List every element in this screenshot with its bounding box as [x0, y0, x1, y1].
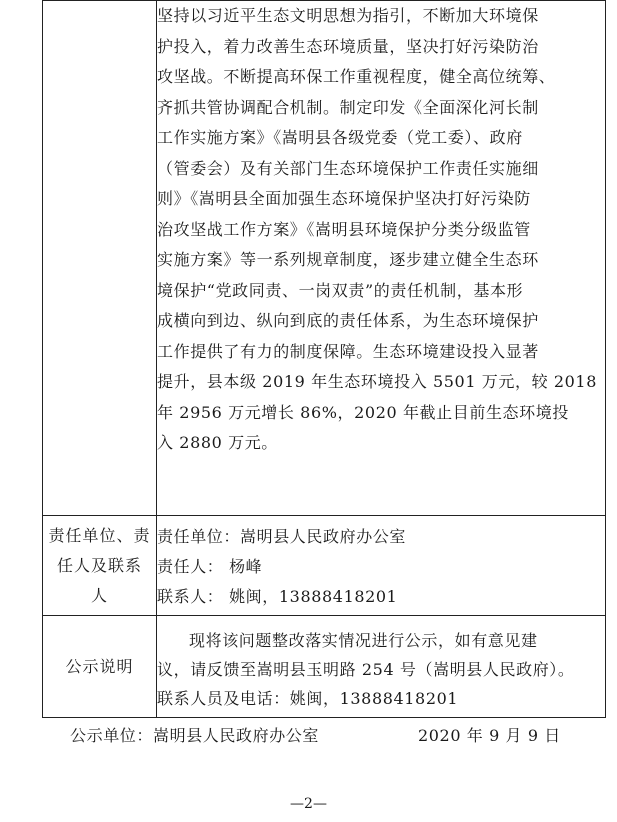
measures-line: 坚持以习近平生态文明思想为指引，不断加大环境保: [157, 6, 539, 25]
notice-row: [43, 616, 606, 718]
notice-label: 公示说明: [43, 616, 157, 718]
measures-line: 境保护“党政同责、一岗双责”的责任机制，基本形: [157, 280, 524, 300]
measures-line: （管委会）及有关部门生态环境保护工作责任实施细: [157, 158, 539, 178]
rectification-table: [42, 0, 606, 718]
responsible-unit: 责任单位：嵩明县人民政府办公室: [157, 527, 407, 546]
responsibility-content: [157, 516, 606, 616]
measures-line: 成横向到边、纵向到底的责任体系，为生态环境保护: [157, 311, 539, 330]
measures-label-cell: [43, 1, 157, 516]
measures-content: [157, 1, 606, 516]
measures-line: 齐抓共管协调配合机制。制定印发《全面深化河长制: [157, 97, 539, 117]
measures-line: 则》《嵩明县全面加强生态环境保护坚决打好污染防: [157, 189, 531, 208]
responsibility-row: [43, 516, 606, 616]
responsibility-label-line: 任人及联系: [56, 555, 142, 575]
notice-line: 现将该问题整改落实情况进行公示，如有意见建: [189, 631, 538, 650]
notice-content: [157, 616, 606, 718]
measures-line: 实施方案》等一系列规章制度，逐步建立健全生态环: [157, 250, 539, 269]
measures-row: [43, 1, 606, 516]
responsibility-label-line: 责任单位、责: [48, 525, 151, 545]
responsible-person: 责任人： 杨峰: [157, 557, 263, 576]
measures-line: 攻坚战。不断提高环保工作重视程度，健全高位统筹、: [157, 67, 556, 86]
measures-line: 年 2956 万元增长 86%，2020 年截止目前生态环境投: [157, 402, 569, 422]
notice-line: 议，请反馈至嵩明县玉明路 254 号（嵩明县人民政府）。: [157, 660, 575, 679]
measures-line: 护投入，着力改善生态环境质量，坚决打好污染防治: [157, 36, 539, 56]
page-number: —2—: [290, 796, 327, 812]
measures-line: 入 2880 万元。: [157, 433, 278, 452]
responsibility-label: [43, 516, 157, 616]
measures-line: 治攻坚战工作方案》《嵩明县环境保护分类分级监管: [157, 219, 531, 239]
measures-line: 工作实施方案》《嵩明县各级党委（党工委）、政府: [157, 128, 523, 147]
responsibility-label-line: 人: [90, 585, 108, 605]
publishing-unit: 公示单位：嵩明县人民政府办公室: [70, 726, 320, 745]
measures-line: 提升，县本级 2019 年生态环境投入 5501 万元，较 2018: [157, 372, 597, 391]
contact-person: 联系人： 姚闽，13888418201: [157, 587, 398, 606]
publish-date: 2020 年 9 月 9 日: [418, 726, 561, 745]
notice-line: 联系人员及电话：姚闽，13888418201: [157, 689, 459, 708]
measures-line: 工作提供了有力的制度保障。生态环境建设投入显著: [157, 341, 539, 361]
